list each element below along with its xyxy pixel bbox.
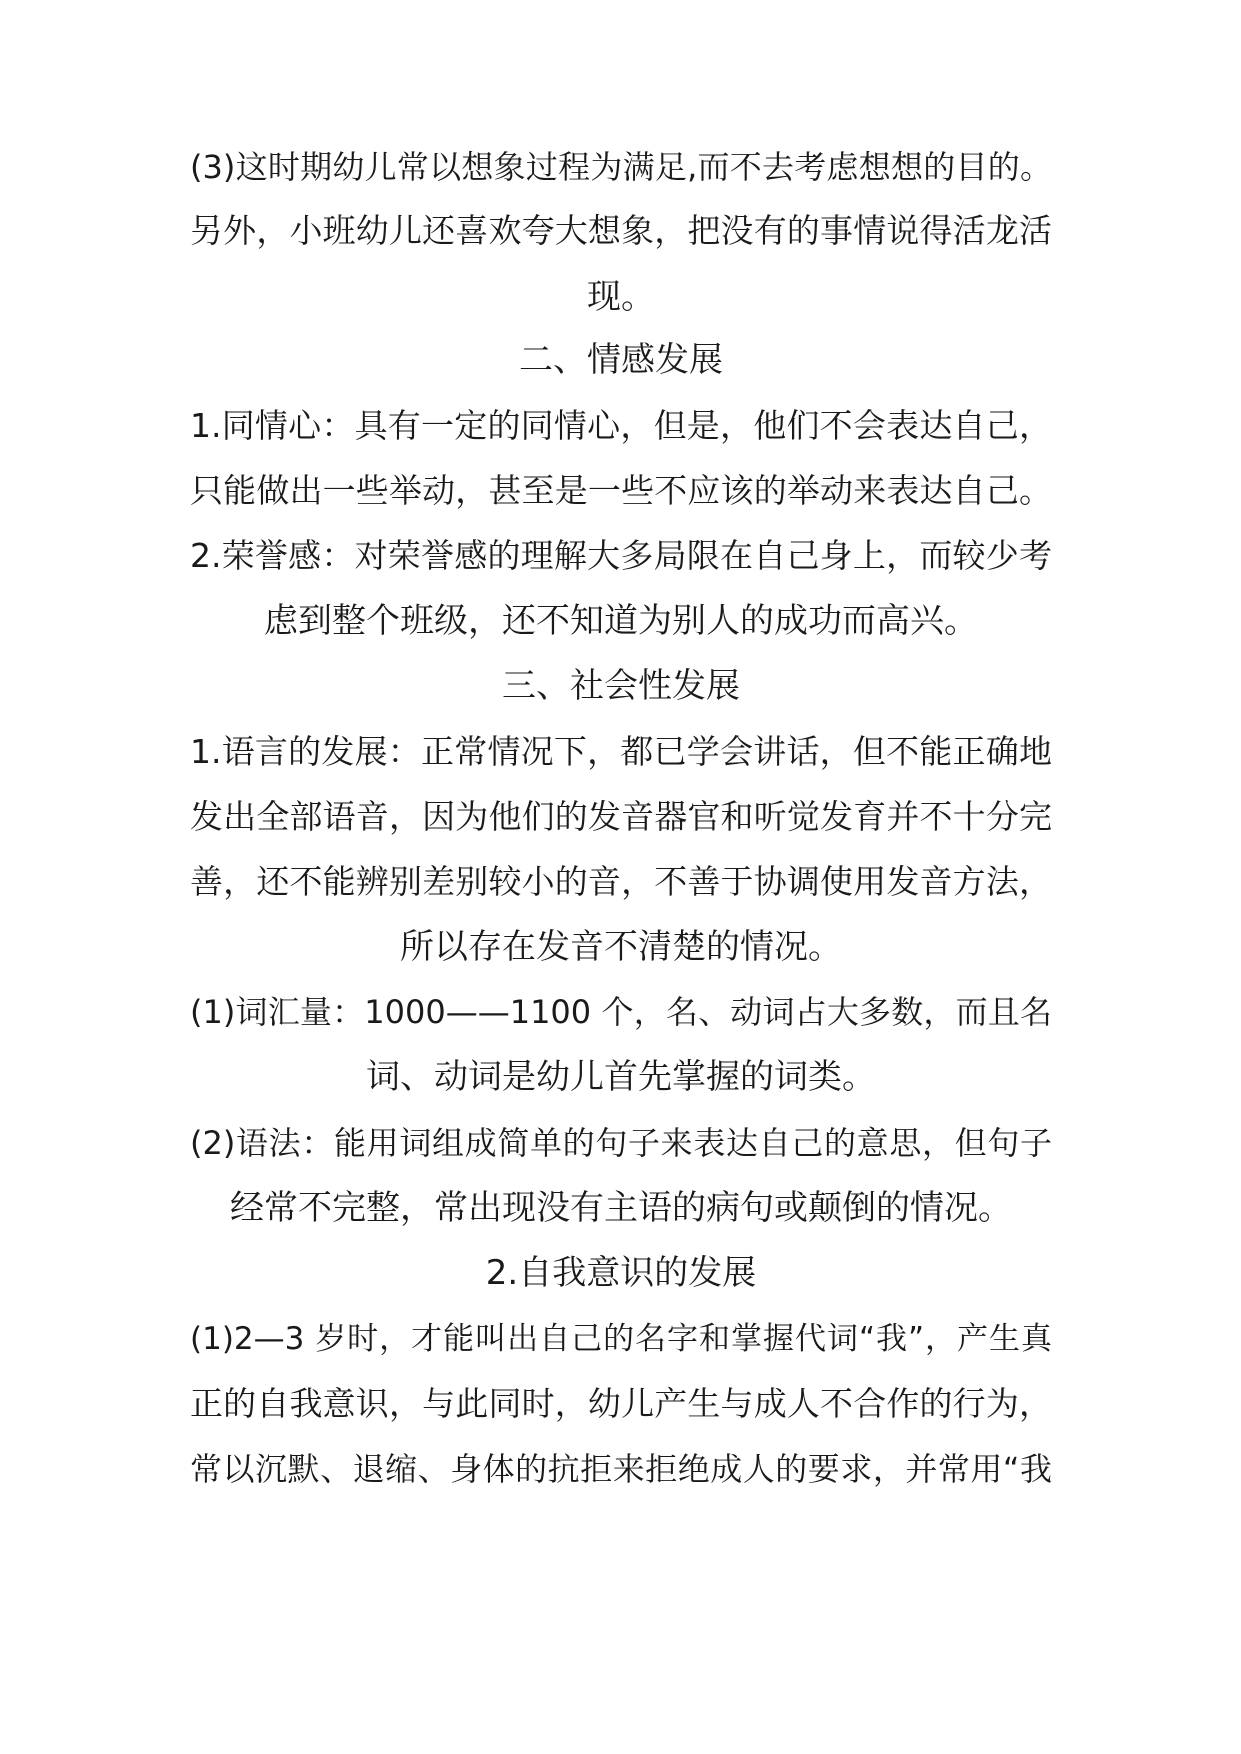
paragraph-line: 只能做出一些举动，甚至是一些不应该的举动来表达自己。	[190, 471, 1052, 510]
paragraph-line: 发出全部语音，因为他们的发音器官和听觉发育并不十分完	[190, 797, 1052, 836]
section-heading: 三、社会性发展	[502, 666, 740, 706]
paragraph-line: 虑到整个班级，还不知道为别人的成功而高兴。	[264, 601, 978, 641]
section-heading: 二、情感发展	[519, 340, 723, 380]
paragraph-line: (1)2—3 岁时，才能叫出自己的名字和掌握代词“我”，产生真	[190, 1321, 1052, 1357]
paragraph-line: (1)词汇量：1000——1100 个，名、动词占大多数，而且名	[190, 993, 1052, 1031]
paragraph-line: (2)语法：能用词组成简单的句子来表达自己的意思，但句子	[190, 1124, 1052, 1162]
paragraph-line: 词、动词是幼儿首先掌握的词类。	[366, 1057, 876, 1097]
paragraph-line: 2.荣誉感：对荣誉感的理解大多局限在自己身上，而较少考	[190, 536, 1052, 575]
paragraph-line: 正的自我意识，与此同时，幼儿产生与成人不合作的行为，	[190, 1384, 1052, 1423]
paragraph-line: 另外，小班幼儿还喜欢夸大想象，把没有的事情说得活龙活	[190, 211, 1052, 250]
paragraph-line: 常以沉默、退缩、身体的抗拒来拒绝成人的要求，并常用“我	[190, 1450, 1052, 1488]
paragraph-line: 1.语言的发展：正常情况下，都已学会讲话，但不能正确地	[190, 732, 1052, 771]
paragraph-line: 现。	[587, 277, 655, 317]
paragraph-line: 所以存在发音不清楚的情况。	[400, 927, 842, 967]
section-heading: 2.自我意识的发展	[485, 1253, 757, 1293]
paragraph-line: 1.同情心：具有一定的同情心，但是，他们不会表达自己，	[190, 406, 1052, 445]
paragraph-line: 经常不完整，常出现没有主语的病句或颠倒的情况。	[230, 1188, 1012, 1228]
paragraph-line: (3)这时期幼儿常以想象过程为满足,而不去考虑想想的目的。	[190, 148, 1052, 186]
paragraph-line: 善，还不能辨别差别较小的音，不善于协调使用发音方法，	[190, 862, 1052, 901]
